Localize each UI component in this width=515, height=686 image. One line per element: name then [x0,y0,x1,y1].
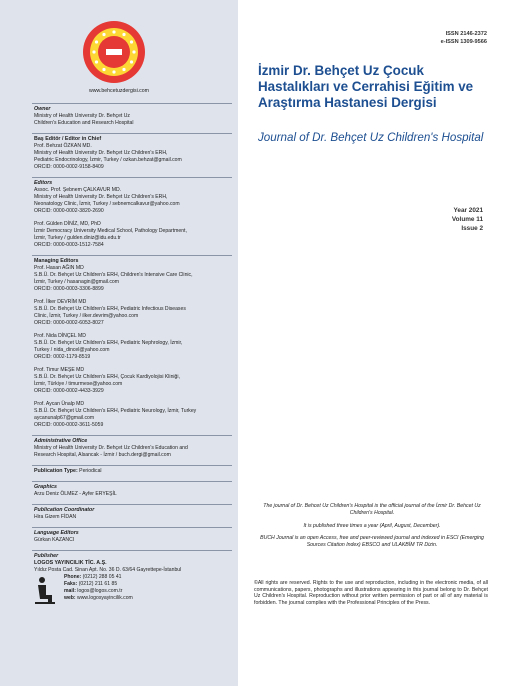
copyright-notice: ©All rights are reserved. Rights to the use and reproduction, including in the electronic media, of all communications, papers, photographs and illustrations appearing in this journal belong to Dr. Behçet Uz Children's Hospital. Reproduction without prior written permission of part or all of any material is forbidden. The journal complies with the Professional Principles of the Press. [254,580,488,606]
owner-heading: Owner [34,106,51,112]
about-paragraph: The journal of Dr. Behcet Uz Children's Hospital is the official journal of the İzmir Dr. Behcet Uz Children's Hospital. [263,503,481,516]
managing-editor-entry [34,367,232,395]
publication-type-label: Publication Type: [34,468,78,474]
coordinator-heading: Publication Coordinator [34,507,95,513]
editor-line: ORCID: 0000-0002-6053-8027 [34,320,104,326]
graphics-heading: Graphics [34,484,57,490]
journal-title-english: Journal of Dr. Behçet Uz Children's Hospital [258,131,484,144]
editor-line: Ministry of Health University Dr. Behçet Uz Children's ERH, [34,194,168,200]
publisher-block [34,553,232,602]
editor-line: ORCID: 0000-0002-9158-8409 [34,164,104,170]
coordinator-value: Hira Gizem FİDAN [34,514,77,520]
web-link[interactable]: www.logosyayincilik.com [75,595,133,601]
divider [32,527,232,528]
graphics-block [34,484,232,498]
coordinator-block [34,507,232,521]
editor-line: Prof. Nida DİNÇEL MD [34,333,86,339]
editor-line: aycanunalp67@gmail.com [34,415,95,421]
divider [32,177,232,178]
editor-line: S.B.Ü. Dr. Behçet Uz Children's ERH, Children's Intensive Care Clinic, [34,272,193,278]
publisher-name: LOGOS YAYINCILIK TİC. A.Ş. [34,560,107,566]
editor-line: Prof. Aycan Ünalp MD [34,401,85,407]
publisher-contacts [34,574,232,602]
issn-print: ISSN 2146-2372 [445,31,487,37]
about-paragraph: It is published three times a year (April, August, December). [303,522,441,529]
issn-block [441,30,487,46]
divider [32,550,232,551]
divider [32,255,232,256]
divider [32,435,232,436]
editor-line: Prof. Hasan AĞIN MD [34,265,84,271]
editor-line: İzmir, Türkiye / timurmese@yahoo.com [34,381,123,387]
editor-in-chief-block [34,136,232,171]
editor-in-chief-heading: Baş Editör / Editor in Chief [34,136,102,142]
about-paragraph: BUCH Journal is an open Access, free and peer-reviewed journal and indexed in ESCI (Emerging Sources Citation Index) EBSCO and ULAKBİM TR Dizin. [260,535,484,549]
masthead-details [34,103,232,602]
mail-link[interactable]: logos@logos.com.tr [75,588,123,594]
managing-editor-entry [34,265,232,293]
owner-line: Children's Education and Research Hospital [34,120,134,126]
editor-line: ORCID: 0000-0002-4433-3929 [34,388,104,394]
language-editors-value: Gürkan KAZANCI [34,537,75,543]
about-journal [258,503,486,555]
managing-editor-entry [34,333,232,361]
journal-title-turkish: İzmir Dr. Behçet Uz Çocuk Hastalıkları ve Cerrahisi Eğitim ve Araştırma Hastanesi Dergisi [258,63,474,111]
phone-value: (0212) 288 05 41 [81,574,122,580]
editor-line: İzmir, Turkey / hasanagin@gmail.com [34,279,120,285]
editor-line: S.B.Ü. Dr. Behçet Uz Children's ERH, Çocuk Kardiyolojisi Kliniği, [34,374,180,380]
phone-label: Phone: [64,574,82,580]
admin-office-line: Research Hospital, Alsancak - İzmir / buch.dergi@gmail.com [34,452,171,458]
divider [32,465,232,466]
editor-line: ORCID: 0000-0002-3611-5059 [34,422,104,428]
editor-line: ORCID: 0002-1179-8519 [34,354,91,360]
editor-line: ORCID: 0000-0003-3306-8899 [34,286,104,292]
editor-line: S.B.Ü. Dr. Behçet Uz Children's ERH, Pediatric Neurology, İzmir, Turkey [34,408,197,414]
managing-editor-entry [34,401,232,429]
fax-label: Faks: [64,581,78,587]
managing-editors-block [34,258,232,429]
editors-heading: Editors [34,180,53,186]
editors-block [34,180,232,249]
issue-label: Issue 2 [461,225,483,232]
publication-type [34,468,232,475]
managing-editors-heading: Managing Editors [34,258,79,264]
managing-editor-entry [34,299,232,327]
volume-label: Volume 11 [451,216,483,223]
mail-label: mail: [64,588,76,594]
editor-line: İzmir, Turkey / gulden.diniz@idu.edu.tr [34,235,121,241]
owner-line: Ministry of Health University Dr. Behçet Uz [34,113,130,119]
admin-office-block [34,438,232,459]
editor-line: Ministry of Health University Dr. Behçet Uz Children's ERH, [34,150,168,156]
editor-line: S.B.Ü. Dr. Behçet Uz Children's ERH, Pediatric Nephrology, İzmir, [34,340,183,346]
editor-line: Clinic, İzmir, Turkey / ilker.devrim@yahoo.com [34,313,139,319]
editor-line: Prof. Timur MEŞE MD [34,367,85,373]
divider [32,481,232,482]
hospital-logo [82,20,146,84]
divider [32,133,232,134]
issn-electronic: e-ISSN 1309-9566 [440,39,487,45]
publisher-heading: Publisher [34,553,59,559]
editor-line: Neonatology Clinic, İzmir, Turkey / sebnemcalkavur@yahoo.com [34,201,180,207]
editor-line: ORCID: 0000-0002-3820-2690 [34,208,104,214]
editor-line: Turkey / nida_dincel@yahoo.com [34,347,110,353]
language-editors-heading: Language Editors [34,530,79,536]
editor-line: Prof. Gülden DİNİZ, MD, PhD [34,221,101,227]
editor-line: İzmir Democracy University Medical School, Pathology Department, [34,228,187,234]
year-label: Year 2021 [453,207,483,214]
editor-entry [34,221,232,249]
masthead-sidebar [0,0,238,686]
issue-meta [452,206,483,233]
admin-office-line: Ministry of Health University Dr. Behçet Uz Children's Education and [34,445,188,451]
divider [32,103,232,104]
editor-line: ORCID: 0000-0003-1512-7584 [34,242,104,248]
publisher-logo-icon [34,575,56,605]
publication-type-value: Periodical [77,468,102,474]
website-url[interactable]: www.behcetuzdergisi.com [89,88,149,94]
fax-value: (0212) 211 61 85 [77,581,118,587]
owner-block [34,106,232,127]
language-editors-block [34,530,232,544]
divider [32,504,232,505]
editor-line: Assoc. Prof. Şebnem ÇALKAVUR MD. [34,187,122,193]
publisher-address: Yıldız Posta Cad. Sinan Apt. No. 36 D. 63/64 Gayrettepe-İstanbul [34,567,182,573]
graphics-value: Arzu Deniz ÖLMEZ - Ayfer ERYEŞİL [34,491,117,497]
web-label: web: [64,595,76,601]
editor-line: Pediatric Endocrinology, İzmir, Turkey / ozkan.behzat@gmail.com [34,157,182,163]
editor-entry [34,187,232,215]
editor-line: Prof. Behzat ÖZKAN MD. [34,143,92,149]
admin-office-heading: Administrative Office [34,438,88,444]
editor-line: S.B.Ü. Dr. Behçet Uz Children's ERH, Pediatric Infectious Diseases [34,306,186,312]
editor-line: Prof. İlker DEVRİM MD [34,299,87,305]
